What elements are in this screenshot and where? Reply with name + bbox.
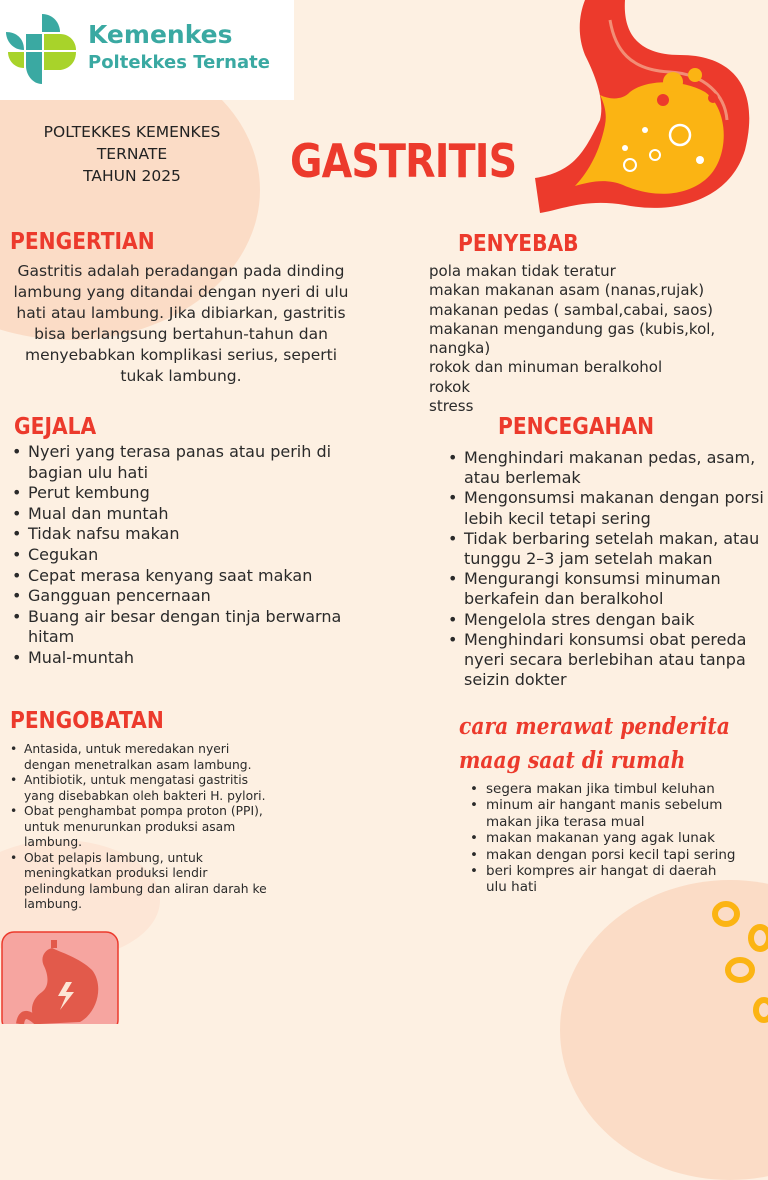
list-item: • Perut kembung xyxy=(12,483,362,504)
list-item: • Nyeri yang terasa panas atau perih di bagian ulu hati xyxy=(12,442,362,483)
list-item: makanan mengandung gas (kubis,kol, xyxy=(429,319,716,338)
pencegahan-heading: PENCEGAHAN xyxy=(498,414,655,440)
list-item: stress xyxy=(429,397,474,416)
gejala-heading: GEJALA xyxy=(14,414,97,440)
list-item: • Buang air besar dengan tinja berwarna hitam xyxy=(12,607,362,648)
penyebab-heading: PENYEBAB xyxy=(458,231,579,257)
list-item: • segera makan jika timbul keluhan xyxy=(470,781,740,797)
list-item: • Obat pelapis lambung, untuk meningkatkan produksi lendir pelindung lambung dan aliran darah ke lambung. xyxy=(10,851,270,913)
list-item: • Mual dan muntah xyxy=(12,504,362,525)
logo-title: Kemenkes xyxy=(88,20,233,49)
list-item: • Tidak berbaring setelah makan, atau tunggu 2–3 jam setelah makan xyxy=(448,529,768,569)
list-item: pola makan tidak teratur xyxy=(429,262,616,280)
stomach-illustration-icon xyxy=(505,0,768,215)
list-item: • Cegukan xyxy=(12,545,362,566)
cara-merawat-heading: cara merawat penderita maag saat di rumah xyxy=(459,713,730,774)
list-item: nangka) xyxy=(429,339,491,358)
logo xyxy=(0,0,294,100)
list-item: • minum air hangant manis sebelum makan jika terasa mual xyxy=(470,797,740,830)
list-item: • Gangguan pencernaan xyxy=(12,586,362,607)
logo-subtitle: Poltekkes Ternate xyxy=(88,52,270,73)
institution-line: TAHUN 2025 xyxy=(83,167,181,185)
list-item: • Menghindari makanan pedas, asam, atau berlemak xyxy=(448,448,768,488)
list-item: • Cepat merasa kenyang saat makan xyxy=(12,566,362,587)
list-item: makanan pedas ( sambal,cabai, saos) xyxy=(429,300,714,319)
institution-line: TERNATE xyxy=(96,145,168,163)
pengobatan-heading: PENGOBATAN xyxy=(10,708,164,734)
page-title: GASTRITIS xyxy=(290,134,517,188)
list-item: • Menghindari konsumsi obat pereda nyeri secara berlebihan atau tanpa seizin dokter xyxy=(448,630,768,691)
stomach-pain-icon xyxy=(0,930,120,1024)
list-item: • Tidak nafsu makan xyxy=(12,524,362,545)
list-item: • Mengurangi konsumsi minuman berkafein dan beralkohol xyxy=(448,569,768,609)
pengertian-text: Gastritis adalah peradangan pada dinding lambung yang ditandai dengan nyeri di ulu hati atau lambung. Jika dibiarkan, gastritis bisa berlangsung bertahun-tahun dan menyebabkan komplikasi serius, seperti tukak lambung. xyxy=(13,262,349,385)
decorative-bubbles-icon xyxy=(700,890,768,1024)
gejala-list xyxy=(12,442,362,669)
pengobatan-list xyxy=(10,742,270,913)
list-item: • Mengonsumsi makanan dengan porsi lebih kecil tetapi sering xyxy=(448,488,768,528)
list-item: rokok xyxy=(429,377,471,396)
cara-merawat-list xyxy=(470,781,740,896)
list-item: • Antibiotik, untuk mengatasi gastritis yang disebabkan oleh bakteri H. pylori. xyxy=(10,773,270,804)
list-item: • Mengelola stres dengan baik xyxy=(448,610,768,630)
pengertian-heading: PENGERTIAN xyxy=(10,229,155,255)
institution-block xyxy=(10,121,254,187)
list-item: makan makanan asam (nanas,rujak) xyxy=(429,281,705,300)
list-item: • Obat penghambat pompa proton (PPI), untuk menurunkan produksi asam lambung. xyxy=(10,804,270,851)
institution-line: POLTEKKES KEMENKES xyxy=(43,123,221,141)
penyebab-list xyxy=(429,262,764,416)
list-item: • makan dengan porsi kecil tapi sering xyxy=(470,847,740,863)
list-item: • beri kompres air hangat di daerah ulu hati xyxy=(470,863,740,896)
list-item: • makan makanan yang agak lunak xyxy=(470,830,740,846)
list-item: • Antasida, untuk meredakan nyeri dengan menetralkan asam lambung. xyxy=(10,742,270,773)
kemenkes-logo-icon xyxy=(2,10,82,90)
list-item: • Mual-muntah xyxy=(12,648,362,669)
list-item: rokok dan minuman beralkohol xyxy=(429,358,663,377)
pencegahan-list xyxy=(448,448,768,690)
